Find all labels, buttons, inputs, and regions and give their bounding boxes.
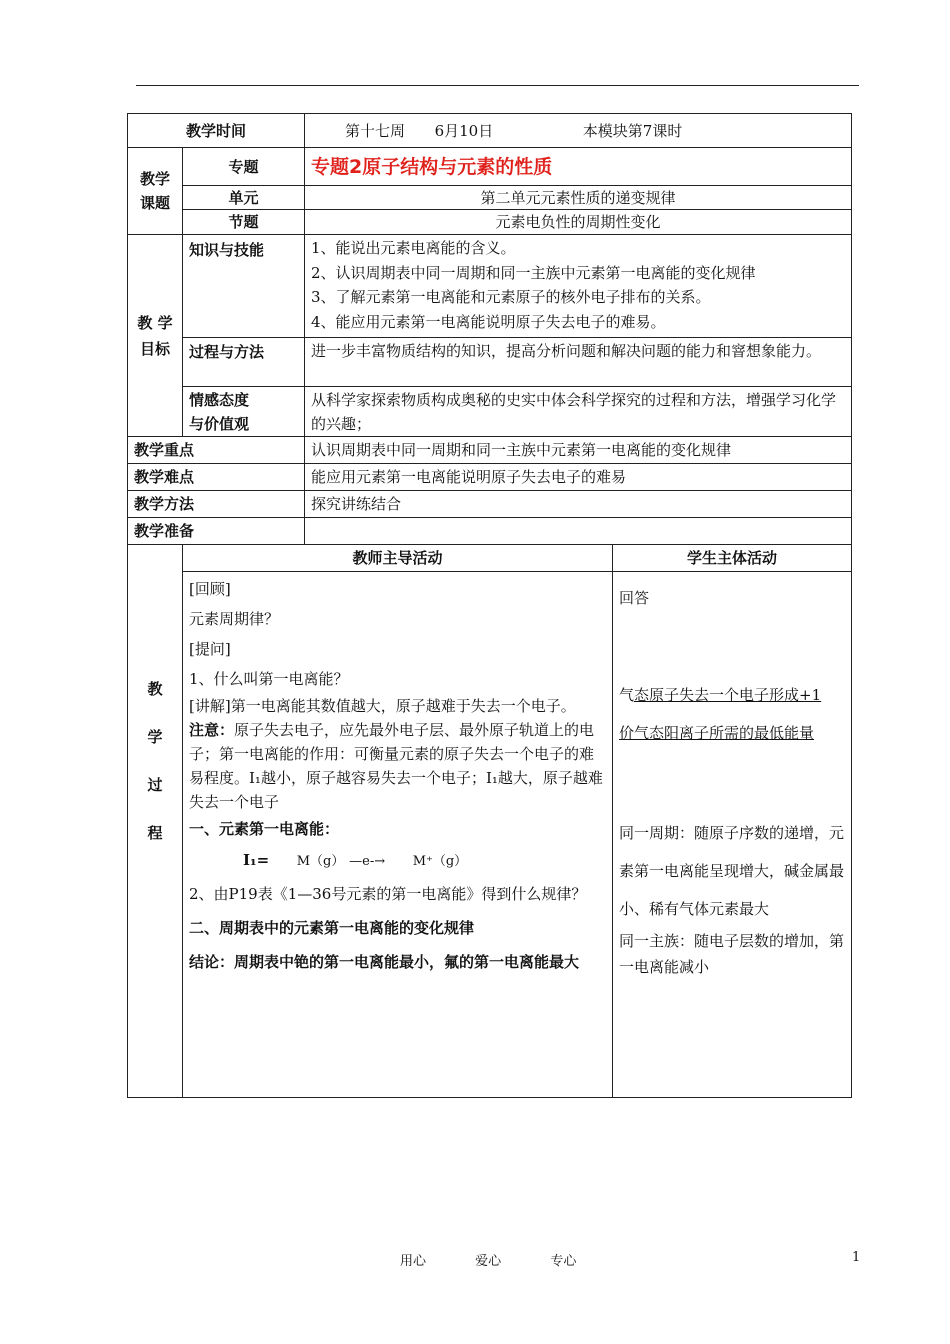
- topic-row: [128, 148, 852, 186]
- process-side-label: 教 学 过 程: [128, 545, 183, 1098]
- trend-group: 同一主族：随电子层数的增加，第一电离能减小: [619, 932, 845, 976]
- prep-label: 教学准备: [128, 518, 305, 545]
- difficulty-label: 教学难点: [128, 464, 305, 491]
- knowledge-label: 知识与技能: [183, 235, 305, 338]
- unit-row: [128, 186, 852, 210]
- emotion-text: 从科学家探索物质构成奥秘的史实中体会科学探究的过程和方法，增强学习化学的兴趣；: [305, 387, 852, 437]
- knowledge-item: 3、了解元素第一电离能和元素原子的核外电子排布的关系。: [311, 288, 711, 306]
- section-value: 元素电负性的周期性变化: [305, 210, 852, 235]
- ask-tag: [提问]: [189, 640, 231, 658]
- definition-underlined-1: 态原子失去一个电子形成+1: [634, 686, 822, 704]
- knowledge-list: [305, 235, 852, 338]
- unit-value: 第二单元元素性质的递变规律: [305, 186, 852, 210]
- heading-2: 二、周期表中的元素第一电离能的变化规律: [189, 919, 475, 937]
- info-row: [128, 437, 852, 464]
- knowledge-item: 1、能说出元素电离能的含义。: [311, 239, 516, 257]
- info-row: [128, 518, 852, 545]
- explain-text: [讲解]第一电离能其数值越大，原子越难于失去一个电子。: [189, 697, 576, 715]
- focus-value: 认识周期表中同一周期和同一主族中元素第一电离能的变化规律: [305, 437, 852, 464]
- emotion-label: 情感态度 与价值观: [183, 387, 305, 437]
- method-label: 教学方法: [128, 491, 305, 518]
- question-2: 2、由P19表《1—36号元素的第一电离能》得到什么规律？: [189, 885, 587, 903]
- difficulty-value: 能应用元素第一电离能说明原子失去电子的难易: [305, 464, 852, 491]
- time-label: 教学时间: [128, 114, 305, 148]
- footer-motto: [400, 1250, 621, 1269]
- prep-value: [305, 518, 852, 545]
- footer-word: 用心: [400, 1254, 427, 1269]
- method-value: 探究讲练结合: [305, 491, 852, 518]
- formula-m: M（g）: [296, 854, 345, 869]
- topic-label: 专题: [183, 148, 305, 186]
- review-tag: [回顾]: [189, 580, 231, 598]
- focus-label: 教学重点: [128, 437, 305, 464]
- knowledge-item: 4、能应用元素第一电离能说明原子失去电子的难易。: [311, 312, 666, 331]
- week: 第十七周: [345, 121, 406, 140]
- question-1: 1、什么叫第一电离能？: [189, 670, 349, 688]
- note-label: 注意：: [189, 721, 235, 739]
- topic-group-label: 教学 课题: [128, 148, 183, 235]
- activity-header-row: [128, 545, 852, 572]
- note: [189, 718, 606, 814]
- student-header: 学生主体活动: [613, 545, 852, 572]
- knowledge-item: 2、认识周期表中同一周期和同一主族中元素第一电离能的变化规律: [311, 263, 756, 282]
- unit-label: 单元: [183, 186, 305, 210]
- section-label: 节题: [183, 210, 305, 235]
- goals-group-label: 教 学 目标: [128, 235, 183, 437]
- emotion-row: [128, 387, 852, 437]
- formula-arrow: —e-→: [349, 854, 386, 869]
- process-text: 进一步丰富物质结构的知识，提高分析问题和解决问题的能力和窨想象能力。: [305, 338, 852, 387]
- footer-word: 专心: [550, 1254, 577, 1269]
- footer-word: 爱心: [475, 1254, 502, 1269]
- student-activities: [613, 572, 852, 1098]
- definition-underlined-2: 价气态阳离子所需的最低能量: [619, 724, 815, 742]
- answer: 回答: [619, 589, 650, 607]
- process-label: 过程与方法: [183, 338, 305, 387]
- section-row: [128, 210, 852, 235]
- info-row: [128, 491, 852, 518]
- teacher-header: 教师主导活动: [183, 545, 613, 572]
- formula-lhs: I₁=: [243, 851, 270, 869]
- date: 6月10日: [434, 121, 494, 140]
- definition: [619, 676, 845, 752]
- heading-1: 一、元素第一电离能：: [189, 820, 340, 838]
- activity-body-row: [128, 572, 852, 1098]
- lesson-plan-table: [127, 113, 852, 1098]
- page-number: 1: [852, 1250, 861, 1265]
- note-text: 原子失去电子，应先最外电子层、最外原子轨道上的电子；第一电离能的作用：可衡量元素的原子失去一个电子的难易程度。I₁越小，原子越容易失去一个电子；I₁越大，原子越难失去一个电子: [189, 721, 603, 811]
- definition-prefix: 气: [619, 686, 635, 704]
- lesson-count: 本模块第7课时: [582, 121, 683, 140]
- law-question: 元素周期律？: [189, 610, 280, 628]
- time-row: [128, 114, 852, 148]
- trend-period: 同一周期：随原子序数的递增，元素第一电离能呈现增大，碱金属最小、稀有气体元素最大: [619, 824, 845, 918]
- formula: [189, 844, 606, 878]
- header-rule: [136, 85, 859, 86]
- formula-mplus: M⁺（g）: [412, 854, 468, 869]
- process-goal-row: [128, 338, 852, 387]
- time-value: [305, 114, 852, 148]
- conclusion: 结论：周期表中铯的第一电离能最小，氟的第一电离能最大: [189, 953, 580, 971]
- info-row: [128, 464, 852, 491]
- topic-title: 专题2原子结构与元素的性质: [305, 148, 852, 186]
- knowledge-row: [128, 235, 852, 338]
- teacher-activities: [183, 572, 613, 1098]
